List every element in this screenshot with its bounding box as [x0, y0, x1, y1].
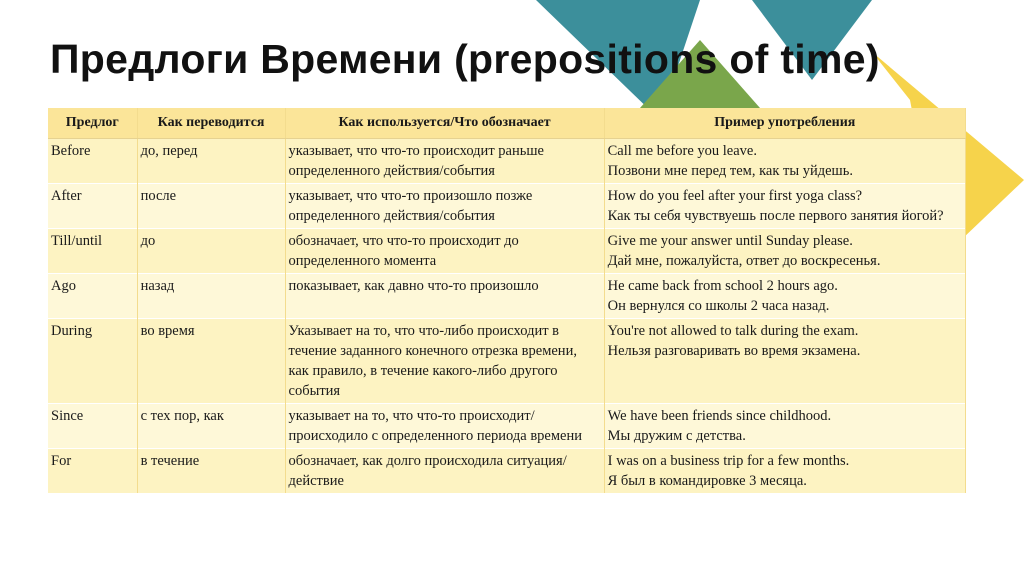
cell-preposition: Till/until	[48, 229, 137, 274]
cell-usage: указывает на то, что что-то происходит/происходило с определенного периода времени	[285, 404, 604, 449]
header-translation: Как переводится	[137, 108, 285, 139]
example-russian: Я был в командировке 3 месяца.	[607, 473, 807, 489]
example-english: Give me your answer until Sunday please.	[607, 233, 853, 249]
example-russian: Дай мне, пожалуйста, ответ до воскресенья.	[607, 253, 881, 269]
cell-preposition: Ago	[48, 274, 137, 319]
example-russian: Он вернулся со школы 2 часа назад.	[607, 298, 830, 314]
cell-translation: с тех пор, как	[137, 404, 285, 449]
cell-preposition: For	[48, 449, 137, 494]
cell-example	[604, 274, 965, 319]
header-preposition: Предлог	[48, 108, 137, 139]
cell-usage: обозначает, как долго происходила ситуация/действие	[285, 449, 604, 494]
cell-usage: указывает, что что-то произошло позже определенного действия/события	[285, 184, 604, 229]
example-russian: Позвони мне перед тем, как ты уйдешь.	[607, 163, 853, 179]
cell-usage: показывает, как давно что-то произошло	[285, 274, 604, 319]
cell-translation: назад	[137, 274, 285, 319]
cell-example	[604, 139, 965, 184]
table-row	[48, 274, 966, 319]
table-row	[48, 229, 966, 274]
cell-translation: до	[137, 229, 285, 274]
table-row	[48, 139, 966, 184]
example-russian: Нельзя разговаривать во время экзамена.	[607, 343, 861, 359]
cell-preposition: Since	[48, 404, 137, 449]
example-russian: Как ты себя чувствуешь после первого занятия йогой?	[607, 208, 944, 224]
cell-example	[604, 449, 965, 494]
table-row	[48, 319, 966, 404]
example-russian: Мы дружим с детства.	[607, 428, 746, 444]
example-english: How do you feel after your first yoga class?	[607, 188, 863, 204]
example-english: We have been friends since childhood.	[607, 408, 832, 424]
table-row	[48, 184, 966, 229]
cell-preposition: After	[48, 184, 137, 229]
cell-example	[604, 229, 965, 274]
cell-translation: до, перед	[137, 139, 285, 184]
example-english: Call me before you leave.	[607, 143, 757, 159]
cell-usage: указывает, что что-то происходит раньше определенного действия/события	[285, 139, 604, 184]
header-usage: Как используется/Что обозначает	[285, 108, 604, 139]
cell-example	[604, 184, 965, 229]
cell-translation: после	[137, 184, 285, 229]
table-row	[48, 449, 966, 494]
cell-example	[604, 319, 965, 404]
page-title: Предлоги Времени (prepositions of time)	[50, 36, 880, 82]
header-example: Пример употребления	[604, 108, 965, 139]
example-english: You're not allowed to talk during the exam.	[607, 323, 859, 339]
prepositions-table	[48, 108, 966, 493]
cell-preposition: Before	[48, 139, 137, 184]
table-header-row	[48, 108, 966, 139]
table-row	[48, 404, 966, 449]
cell-translation: в течение	[137, 449, 285, 494]
example-english: I was on a business trip for a few months.	[607, 453, 850, 469]
cell-preposition: During	[48, 319, 137, 404]
cell-usage: обозначает, что что-то происходит до определенного момента	[285, 229, 604, 274]
cell-translation: во время	[137, 319, 285, 404]
cell-example	[604, 404, 965, 449]
cell-usage: Указывает на то, что что-либо происходит в течение заданного конечного отрезка времени, как правило, в течение какого-либо другого события	[285, 319, 604, 404]
example-english: He came back from school 2 hours ago.	[607, 278, 838, 294]
